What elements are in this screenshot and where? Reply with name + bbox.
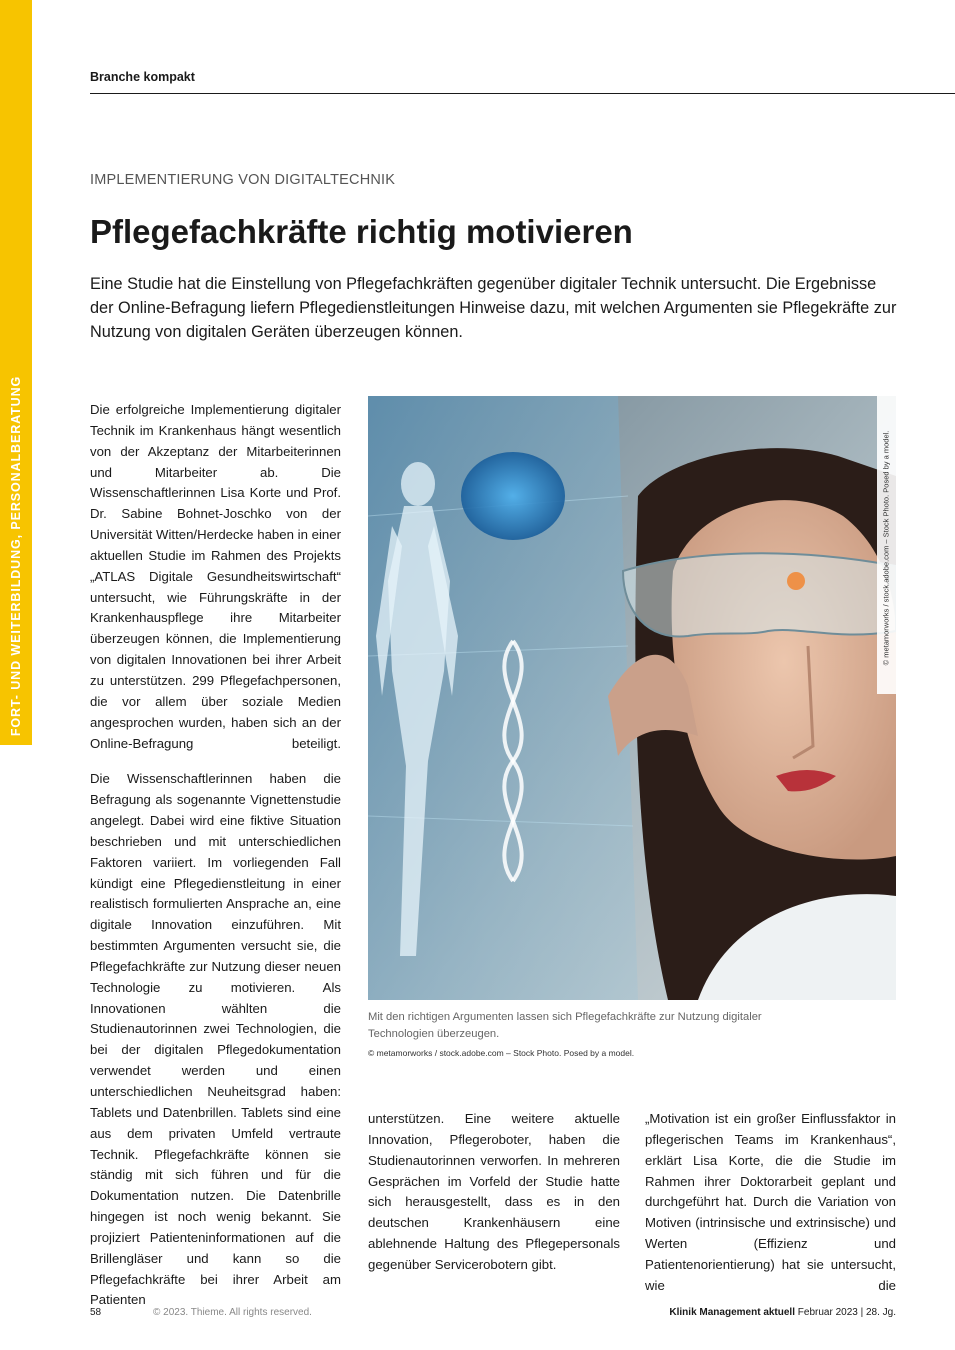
article-lead: Eine Studie hat die Einstellung von Pflegefachkräften gegenüber digitaler Technik untersucht. Die Ergebnisse der Online-Befragung liefern Pflegedienstleitungen Hinweise dazu, mit welchen Argumenten sie Pflegekräfte zur Nutzung von digitalen Geräten überzeugen können. [90, 275, 897, 341]
photo-caption: Mit den richtigen Argumenten lassen sich Pflegefachkräfte zur Nutzung digitaler Technologien überzeugen. [368, 1011, 762, 1040]
page-number: 58 [90, 1307, 102, 1318]
article-kicker: IMPLEMENTIERUNG VON DIGITALTECHNIK [90, 172, 396, 188]
body-paragraph: Die Wissenschaftlerinnen haben die Befragung als sogenannte Vignettenstudie angelegt. Dabei wird eine fiktive Situation beschrieben und mit unterschiedlichen Faktoren variiert. Im vorliegenden Fall kündigt eine Pflegedienstleitung in einer realistisch formulierten Ansprache an, eine digitale Innovation einzuführen. Mit bestimmten Argumenten versucht sie, die Pflegefachkräfte zur Nutzung dieser neuen Technologie zu motivieren. Als Innovationen wählten die Studienautorinnen zwei Technologien, die bei der digitalen Pflegedokumentation verwendet werden und einen unterschiedlichen Neuheitsgrad haben: Tablets und Datenbrillen. Tablets sind eine aus dem privaten Umfeld vertraute Technik. Pflegefachkräfte können sie ständig mit sich führen und für die Dokumentation nutzen. Die Datenbrille hingegen ist noch wenig bekannt. Sie projiziert Patienteninformationen auf die Brillengläser und kann so die Pflegefachkräfte bei ihrer Arbeit am Patienten [90, 771, 341, 1308]
photo-credit: © metamorworks / stock.adobe.com – Stock Photo. Posed by a model. [368, 1048, 635, 1058]
article-photo [368, 396, 896, 1000]
body-column-1 [90, 400, 341, 1311]
header-divider [90, 93, 955, 94]
body-paragraph: unterstützen. Eine weitere aktuelle Innovation, Pflegeroboter, haben die Studienautorinnen verworfen. In mehreren Gesprächen im Vorfeld der Studie hatte sich herausgestellt, dass es in den deutschen Krankenhäusern eine ablehnende Haltung des Pflegepersonals gegenüber Servicerobotern gibt. [368, 1111, 620, 1272]
side-tab-label: FORT- UND WEITERBILDUNG, PERSONALBERATUNG [9, 375, 23, 737]
body-paragraph: Die erfolgreiche Implementierung digitaler Technik im Krankenhaus hängt wesentlich von der Akzeptanz der Mitarbeiterinnen und Mitarbeiter ab. Die Wissenschaftlerinnen Lisa Korte und Prof. Dr. Sabine Bohnet-Joschko von der Universität Witten/Herdecke haben in einer aktuellen Studie im Rahmen des Projekts „ATLAS Digitale Gesundheitswirtschaft“ untersucht, wie Führungskräfte in der Krankenhauspflege ihre Mitarbeiter überzeugen können, die Implementierung von digitalen Innovationen bei ihrer Arbeit zu unterstützen. 299 Pflegefachpersonen, die vor allem über soziale Medien angesprochen wurden, haben sich an der Online-Befragung beteiligt. [90, 402, 341, 751]
section-label: Branche kompakt [90, 70, 195, 84]
journal-name: Klinik Management aktuell [669, 1307, 795, 1318]
photo-credit-vertical: © metamorworks / stock.adobe.com – Stock Photo. Posed by a model. [881, 430, 891, 666]
nurse-with-data-glasses-illustration [368, 396, 896, 1000]
journal-info [669, 1307, 896, 1318]
journal-issue: Februar 2023 | 28. Jg. [797, 1307, 896, 1318]
body-column-3 [645, 1109, 896, 1297]
copyright-notice: © 2023. Thieme. All rights reserved. [153, 1307, 312, 1318]
body-paragraph: „Motivation ist ein großer Einflussfaktor in pflegerischen Teams im Krankenhaus“, erklärt Lisa Korte, die die Studie im Rahmen ihrer Doktorarbeit geplant und durchgeführt hat. Durch die Variation von Motiven (intrinsische und extrinsische) und Werten (Effizienz und Patientenorientierung) hat sie untersucht, wie die [645, 1111, 896, 1293]
article-title: Pflegefachkräfte richtig motivieren [90, 213, 633, 250]
body-column-2 [368, 1109, 620, 1276]
